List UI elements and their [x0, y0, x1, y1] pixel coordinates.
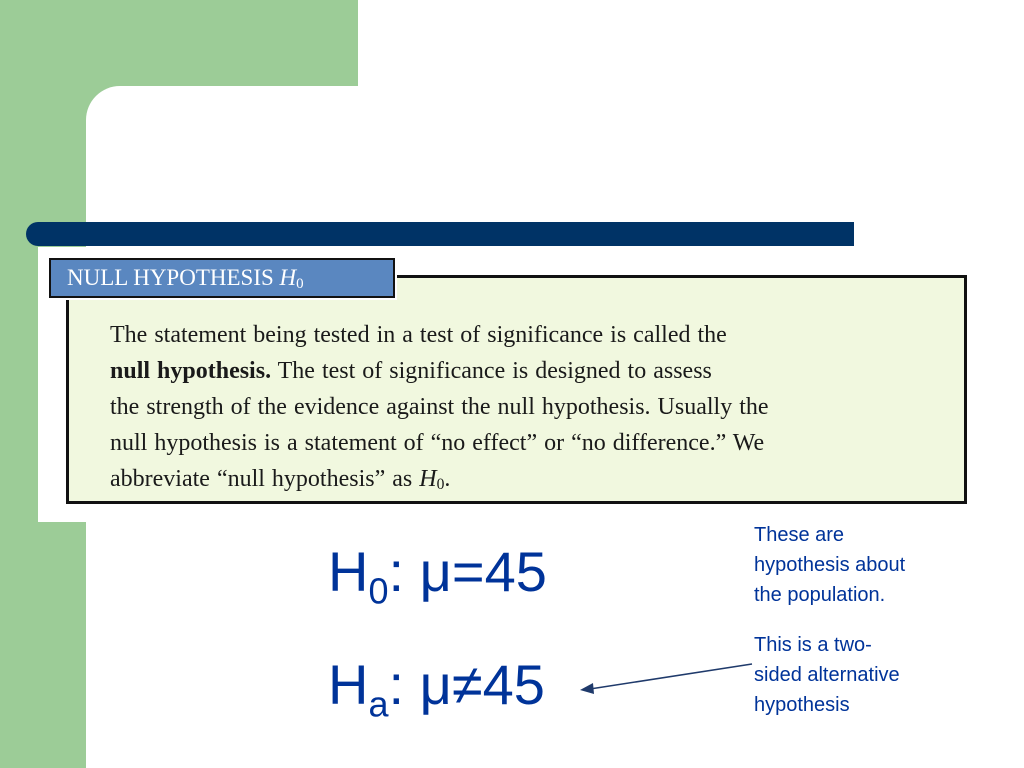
definition-box	[66, 275, 967, 504]
alternative-hypothesis-symbol: H	[328, 653, 369, 716]
note-line: This is a two-	[754, 634, 872, 656]
textbook-excerpt	[38, 247, 980, 522]
two-sided-note	[754, 630, 984, 720]
label-symbol: H	[279, 265, 297, 290]
alternative-hypothesis	[328, 655, 545, 735]
definition-text	[110, 317, 960, 503]
definition-line: The statement being tested in a test of significance is called the	[110, 322, 727, 348]
note-line: These are	[754, 524, 845, 546]
title-bar	[26, 222, 854, 246]
definition-line-end: .	[444, 466, 451, 492]
label-subscript: 0	[296, 275, 304, 292]
definition-label	[49, 258, 395, 298]
definition-label-text: NULL HYPOTHESIS	[67, 265, 274, 290]
null-hypothesis-subscript: 0	[368, 570, 389, 612]
note-line: the population.	[754, 584, 886, 606]
definition-line: null hypothesis is a statement of “no effect” or “no difference.” We	[110, 430, 765, 456]
definition-line-start: abbreviate “null hypothesis” as	[110, 466, 420, 492]
null-subscript: 0	[436, 476, 445, 494]
note-line: hypothesis	[754, 694, 850, 716]
population-note	[754, 520, 984, 610]
alternative-hypothesis-subscript: a	[368, 683, 389, 725]
definition-line	[110, 353, 960, 389]
definition-line	[110, 461, 960, 503]
note-line: sided alternative	[754, 664, 900, 686]
null-symbol: H	[419, 466, 437, 492]
alternative-hypothesis-statement: : μ≠45	[388, 653, 545, 716]
null-hypothesis-symbol: H	[328, 540, 369, 603]
null-hypothesis-statement: : μ=45	[388, 540, 547, 603]
term-bold: null hypothesis.	[110, 358, 272, 384]
definition-line: the strength of the evidence against the null hypothesis. Usually the	[110, 394, 769, 420]
note-line: hypothesis about	[754, 554, 906, 576]
definition-line-rest: The test of significance is designed to assess	[271, 358, 712, 384]
null-hypothesis	[328, 542, 547, 622]
